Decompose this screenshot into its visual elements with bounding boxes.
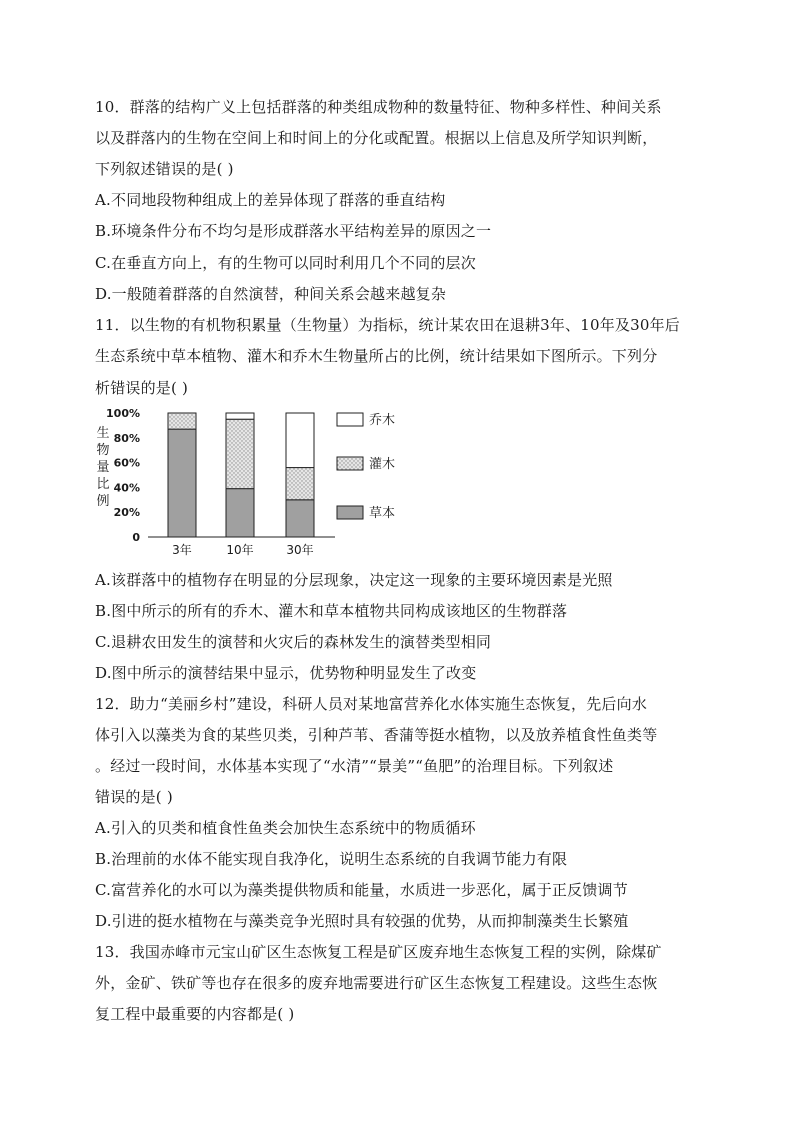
- q10-option-a: A.不同地段物种组成上的差异体现了群落的垂直结构: [95, 191, 446, 209]
- bar-segment: [168, 429, 196, 537]
- q11-line-2: 生态系统中草本植物、灌木和乔木生物量所占的比例，统计结果如下图所示。下列分: [95, 347, 658, 365]
- q10-option-b: B.环境条件分布不均匀是形成群落水平结构差异的原因之一: [95, 222, 492, 240]
- q12-option-d: D.引进的挺水植物在与藻类竞争光照时具有较强的优势，从而抑制藻类生长繁殖: [95, 912, 629, 930]
- y-tick-label: 20%: [113, 506, 140, 520]
- q13-line-2: 外，金矿、铁矿等也存在很多的废弃地需要进行矿区生态恢复工程建设。这些生态恢: [95, 974, 658, 992]
- y-axis-label: [96, 425, 109, 509]
- y-tick-label: 80%: [113, 431, 140, 445]
- bar-segment: [286, 500, 314, 537]
- y-label-char: 生: [96, 426, 110, 441]
- q12-option-c: C.富营养化的水可以为藻类提供物质和能量，水质进一步恶化，属于正反馈调节: [95, 881, 628, 899]
- x-tick-label: 10年: [226, 543, 254, 557]
- legend-label: 草本: [369, 506, 396, 521]
- q10-line-1: 10．群落的结构广义上包括群落的种类组成物种的数量特征、物种多样性、种间关系: [95, 98, 662, 116]
- legend-swatch: [337, 506, 363, 519]
- q11-line-1: 11．以生物的有机物积累量（生物量）为指标，统计某农田在退耕3年、10年及30年后: [95, 316, 681, 334]
- legend: [337, 412, 395, 521]
- q12-line-2: 体引入以藻类为食的某些贝类，引种芦苇、香蒲等挺水植物，以及放养植食性鱼类等: [95, 726, 658, 744]
- y-label-char: 比: [96, 477, 110, 492]
- q11-line-3: 析错误的是( ): [95, 379, 189, 397]
- bar-segment: [226, 489, 254, 537]
- y-label-char: 物: [96, 443, 110, 458]
- q12-line-3: 。经过一段时间，水体基本实现了“水清”“景美”“鱼肥”的治理目标。下列叙述: [95, 757, 614, 775]
- x-tick-label: 3年: [172, 543, 192, 557]
- y-tick-label: 40%: [113, 481, 140, 495]
- bar-segment: [226, 413, 254, 419]
- y-tick-label: 60%: [113, 456, 140, 470]
- x-axis-ticks: [172, 542, 313, 557]
- q12-option-b: B.治理前的水体不能实现自我净化，说明生态系统的自我调节能力有限: [95, 850, 568, 868]
- bar-segment: [168, 413, 196, 429]
- bars: [168, 413, 314, 537]
- bar-segment: [226, 419, 254, 488]
- y-tick-label: 100%: [106, 407, 140, 420]
- y-axis-ticks: [106, 407, 140, 544]
- q11-option-a: A.该群落中的植物存在明显的分层现象，决定这一现象的主要环境因素是光照: [95, 571, 613, 589]
- legend-swatch: [337, 457, 363, 470]
- bar-segment: [286, 468, 314, 500]
- x-tick-label: 30年: [286, 543, 314, 557]
- q12-option-a: A.引入的贝类和植食性鱼类会加快生态系统中的物质循环: [95, 819, 476, 837]
- q12-line-4: 错误的是( ): [95, 788, 173, 806]
- q10-line-3: 下列叙述错误的是( ): [95, 160, 234, 178]
- y-label-char: 例: [96, 494, 110, 509]
- q10-option-d: D.一般随着群落的自然演替，种间关系会越来越复杂: [95, 285, 447, 303]
- biomass-chart: [93, 404, 423, 566]
- q13-line-3: 复工程中最重要的内容都是( ): [95, 1005, 295, 1023]
- q13-line-1: 13．我国赤峰市元宝山矿区生态恢复工程是矿区废弃地生态恢复工程的实例，除煤矿: [95, 943, 662, 961]
- y-label-char: 量: [96, 460, 110, 475]
- q10-option-c: C.在垂直方向上，有的生物可以同时利用几个不同的层次: [95, 254, 476, 272]
- q12-line-1: 12．助力“美丽乡村”建设，科研人员对某地富营养化水体实施生态恢复，先后向水: [95, 695, 648, 713]
- q10-line-2: 以及群落内的生物在空间上和时间上的分化或配置。根据以上信息及所学知识判断，: [95, 129, 658, 147]
- q11-option-d: D.图中所示的演替结果中显示，优势物种明显发生了改变: [95, 664, 477, 682]
- q11-option-c: C.退耕农田发生的演替和火灾后的森林发生的演替类型相同: [95, 633, 492, 651]
- y-tick-label: 0: [132, 531, 140, 544]
- bar-segment: [286, 413, 314, 468]
- q11-option-b: B.图中所示的所有的乔木、灌木和草本植物共同构成该地区的生物群落: [95, 602, 568, 620]
- legend-swatch: [337, 413, 363, 426]
- legend-label: 灌木: [369, 457, 396, 472]
- legend-label: 乔木: [369, 413, 396, 428]
